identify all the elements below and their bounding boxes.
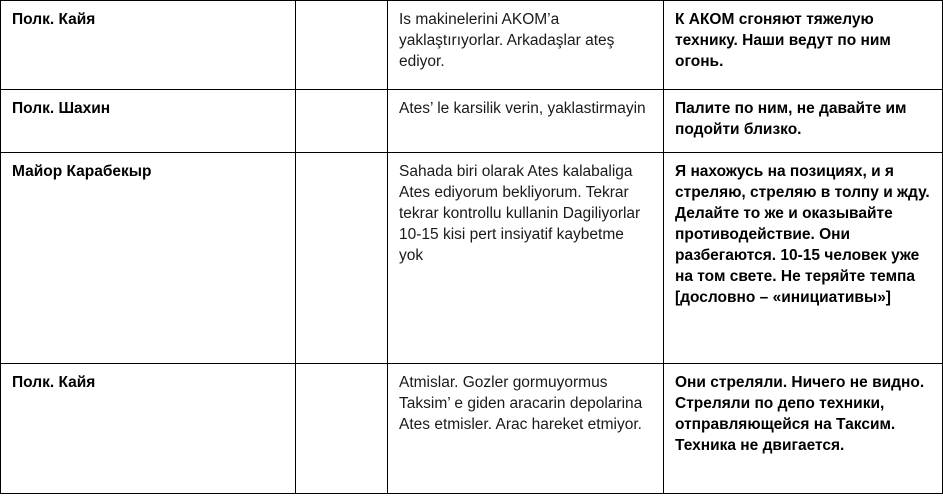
table-row bbox=[1, 1, 943, 90]
speaker-cell: Полк. Кайя bbox=[1, 1, 296, 90]
empty-cell bbox=[296, 1, 388, 90]
turkish-text-cell: Ates’ le karsilik verin, yaklastirmayin bbox=[388, 90, 664, 153]
speaker-cell: Полк. Кайя bbox=[1, 364, 296, 494]
table-row bbox=[1, 90, 943, 153]
turkish-text-cell: Atmislar. Gozler gormuyormus Taksim’ e giden aracarin depolarina Ates etmisler. Arac hareket etmiyor. bbox=[388, 364, 664, 494]
russian-translation-cell: Палите по ним, не давайте им подойти близко. bbox=[664, 90, 943, 153]
speaker-cell: Майор Карабекыр bbox=[1, 153, 296, 364]
table-row bbox=[1, 153, 943, 364]
russian-translation-cell: К АКОМ сгоняют тяжелую технику. Наши ведут по ним огонь. bbox=[664, 1, 943, 90]
turkish-text-cell: Is makinelerini AKOM’a yaklaştırıyorlar. Arkadaşlar ateş ediyor. bbox=[388, 1, 664, 90]
empty-cell bbox=[296, 90, 388, 153]
speaker-cell: Полк. Шахин bbox=[1, 90, 296, 153]
table-row bbox=[1, 364, 943, 494]
empty-cell bbox=[296, 364, 388, 494]
turkish-text-cell: Sahada biri olarak Ates kalabaliga Ates ediyorum bekliyorum. Tekrar tekrar kontrollu kullanin Dagiliyorlar 10-15 kisi pert insiyatif kaybetme yok bbox=[388, 153, 664, 364]
russian-translation-cell: Я нахожусь на позициях, и я стреляю, стреляю в толпу и жду. Делайте то же и оказывайте противодействие. Они разбегаются. 10-15 человек уже на том свете. Не теряйте темпа [дословно – «инициативы»] bbox=[664, 153, 943, 364]
empty-cell bbox=[296, 153, 388, 364]
russian-translation-cell: Они стреляли. Ничего не видно. Стреляли по депо техники, отправляющейся на Таксим. Техника не двигается. bbox=[664, 364, 943, 494]
